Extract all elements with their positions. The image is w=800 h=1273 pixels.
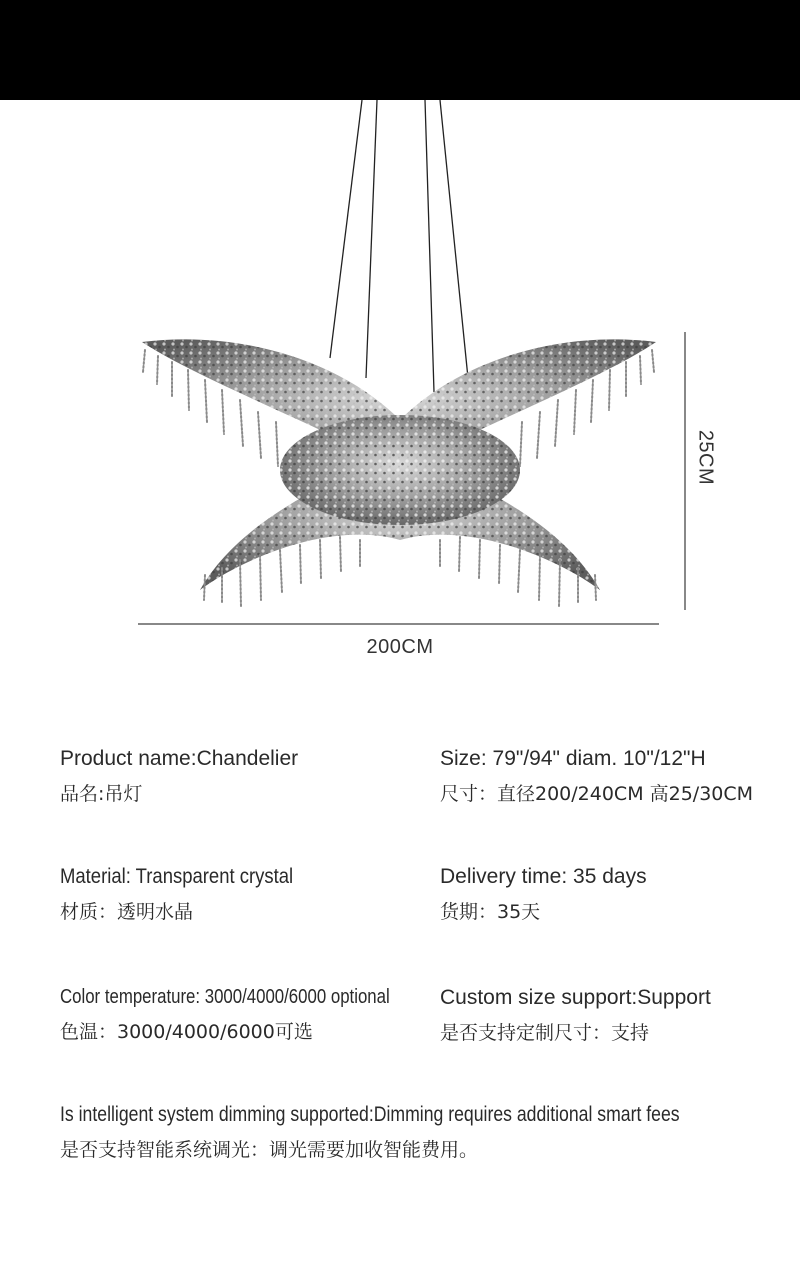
spec-delivery bbox=[440, 864, 647, 924]
product-figure bbox=[0, 100, 800, 680]
spec-dimming-en: Is intelligent system dimming supported:Dimming requires additional smart fees bbox=[60, 1103, 680, 1126]
spec-delivery-en: Delivery time: 35 days bbox=[440, 865, 647, 888]
spec-dimming bbox=[60, 1102, 798, 1162]
spec-custom-size-en: Custom size support:Support bbox=[440, 986, 711, 1009]
spec-dimming-zh: 是否支持智能系统调光：调光需要加收智能费用。 bbox=[60, 1139, 479, 1162]
spec-size-en: Size: 79"/94" diam. 10"/12"H bbox=[440, 747, 706, 770]
spec-color-temperature bbox=[60, 985, 453, 1044]
width-label: 200CM bbox=[366, 636, 434, 658]
spec-delivery-zh: 货期：35天 bbox=[440, 901, 541, 924]
spec-product-name-zh: 品名:吊灯 bbox=[60, 783, 143, 806]
spec-color-temperature-en: Color temperature: 3000/4000/6000 optional bbox=[60, 986, 390, 1008]
spec-material bbox=[60, 864, 325, 924]
spec-size bbox=[440, 746, 753, 806]
height-label: 25CM bbox=[694, 429, 717, 486]
spec-custom-size bbox=[440, 985, 711, 1045]
chandelier-body bbox=[142, 339, 656, 590]
spec-product-name bbox=[60, 746, 298, 806]
spec-size-zh: 尺寸：直径200/240CM 高25/30CM bbox=[440, 783, 754, 806]
chandelier-illustration bbox=[0, 100, 800, 680]
spec-color-temperature-zh: 色温：3000/4000/6000可选 bbox=[60, 1021, 313, 1043]
spec-custom-size-zh: 是否支持定制尺寸：支持 bbox=[440, 1022, 650, 1045]
suspension-wires bbox=[330, 100, 468, 392]
spec-material-en: Material: Transparent crystal bbox=[60, 865, 294, 888]
spec-product-name-en: Product name:Chandelier bbox=[60, 747, 299, 770]
spec-material-zh: 材质：透明水晶 bbox=[60, 901, 194, 924]
top-banner bbox=[0, 0, 800, 100]
